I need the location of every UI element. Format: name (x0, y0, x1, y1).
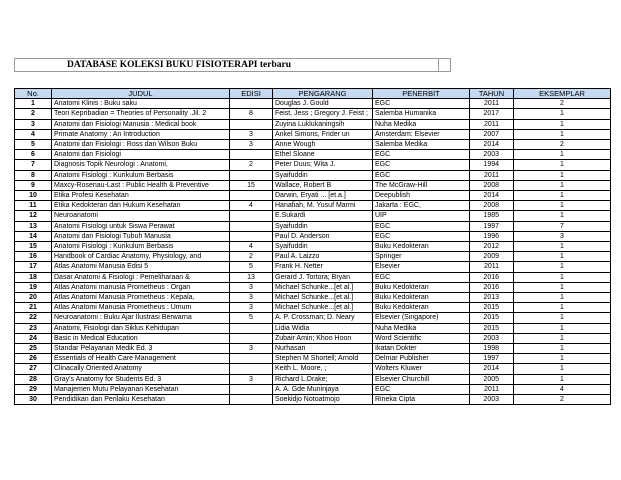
cell-tahun[interactable]: 2011 (470, 384, 514, 394)
table-row (15, 364, 611, 374)
cell-tahun[interactable]: 1996 (470, 231, 514, 241)
cell-tahun[interactable]: 2008 (470, 180, 514, 190)
cell-penerbit[interactable]: Word Scientific (373, 333, 470, 343)
cell-no[interactable]: 8 (15, 170, 52, 180)
cell-tahun[interactable]: 2014 (470, 191, 514, 201)
cell-no[interactable]: 23 (15, 323, 52, 333)
cell-eksemplar[interactable]: 1 (514, 333, 611, 343)
cell-edisi[interactable]: 3 (230, 140, 273, 150)
cell-pengarang[interactable]: Gerard J. Tortora; Bryan (273, 272, 373, 282)
cell-no[interactable]: 16 (15, 252, 52, 262)
cell-edisi[interactable] (230, 211, 273, 221)
cell-penerbit[interactable]: EGC (373, 170, 470, 180)
cell-penerbit[interactable]: EGC (373, 150, 470, 160)
cell-eksemplar[interactable]: 1 (514, 191, 611, 201)
cell-tahun[interactable]: 2011 (470, 170, 514, 180)
cell-edisi[interactable] (230, 364, 273, 374)
cell-tahun[interactable]: 2016 (470, 282, 514, 292)
table-row (15, 303, 611, 313)
cell-edisi[interactable] (230, 333, 273, 343)
cell-penerbit[interactable]: Jakarta : EGC, (373, 201, 470, 211)
col-pengarang[interactable]: PENGARANG (273, 89, 373, 99)
cell-pengarang[interactable]: Wallace, Robert B (273, 180, 373, 190)
cell-pengarang[interactable]: Syaifuddin (273, 242, 373, 252)
cell-edisi[interactable] (230, 150, 273, 160)
cell-judul[interactable]: Atlas Anatomi Manusia Prometheus : Umum (52, 303, 230, 313)
cell-judul[interactable]: Anatomi dan Fisiologi (52, 150, 230, 160)
cell-pengarang[interactable]: Michael Schunke...[et al.] (273, 303, 373, 313)
cell-edisi[interactable]: 2 (230, 160, 273, 170)
cell-pengarang[interactable]: Hanafiah, M. Yusuf Marmi (273, 201, 373, 211)
cell-tahun[interactable]: 2017 (470, 109, 514, 119)
cell-tahun[interactable]: 2014 (470, 140, 514, 150)
cell-no[interactable]: 29 (15, 384, 52, 394)
cell-pengarang[interactable]: Frank H. Netter (273, 262, 373, 272)
cell-penerbit[interactable]: Springer (373, 252, 470, 262)
table-row (15, 150, 611, 160)
title-adjacent-cell[interactable] (439, 58, 451, 72)
cell-edisi[interactable]: 3 (230, 374, 273, 384)
table-row (15, 119, 611, 129)
cell-eksemplar[interactable]: 1 (514, 129, 611, 139)
cell-judul[interactable]: Neuroanatomi (52, 211, 230, 221)
cell-no[interactable]: 22 (15, 313, 52, 323)
cell-penerbit[interactable]: UIP (373, 211, 470, 221)
cell-judul[interactable]: Standar Pelayanan Medik Ed. 3 (52, 344, 230, 354)
table-row (15, 180, 611, 190)
table-row (15, 293, 611, 303)
cell-edisi[interactable]: 3 (230, 282, 273, 292)
col-eksemplar[interactable]: EKSEMPLAR (514, 89, 611, 99)
cell-tahun[interactable]: 2003 (470, 395, 514, 405)
cell-no[interactable]: 2 (15, 109, 52, 119)
cell-eksemplar[interactable]: 2 (514, 140, 611, 150)
cell-tahun[interactable]: 2011 (470, 119, 514, 129)
cell-tahun[interactable]: 2011 (470, 262, 514, 272)
cell-tahun[interactable]: 2003 (470, 150, 514, 160)
page-title: DATABASE KOLEKSI BUKU FISIOTERAPI terbaru (67, 60, 291, 70)
cell-no[interactable]: 14 (15, 231, 52, 241)
table-row (15, 333, 611, 343)
cell-tahun[interactable]: 1997 (470, 221, 514, 231)
cell-penerbit[interactable]: EGC (373, 384, 470, 394)
cell-penerbit[interactable]: Wolters Kluwer (373, 364, 470, 374)
cell-judul[interactable]: Dasar Anatomi & Fisiologi : Pemeliharaan & (52, 272, 230, 282)
cell-no[interactable]: 27 (15, 364, 52, 374)
cell-pengarang[interactable]: Anne Wough (273, 140, 373, 150)
cell-tahun[interactable]: 1985 (470, 211, 514, 221)
cell-judul[interactable]: Clinacally Oriented Anatomy (52, 364, 230, 374)
cell-no[interactable]: 15 (15, 242, 52, 252)
table-row (15, 231, 611, 241)
cell-edisi[interactable] (230, 99, 273, 109)
cell-tahun[interactable]: 2016 (470, 272, 514, 282)
table-row (15, 354, 611, 364)
cell-tahun[interactable]: 2008 (470, 201, 514, 211)
cell-pengarang[interactable]: Soekidjo Notoatmojo (273, 395, 373, 405)
cell-judul[interactable]: Atlas Anatomi Manusia Prometheus : Kepala, (52, 293, 230, 303)
cell-edisi[interactable]: 8 (230, 109, 273, 119)
cell-penerbit[interactable]: Delmar Publisher (373, 354, 470, 364)
cell-judul[interactable]: Neuroanatomi : Buku Ajar Ilustrasi Berwarna (52, 313, 230, 323)
cell-judul[interactable]: Essentials of Health Care Management (52, 354, 230, 364)
cell-eksemplar[interactable]: 1 (514, 211, 611, 221)
cell-edisi[interactable]: 13 (230, 272, 273, 282)
cell-eksemplar[interactable]: 1 (514, 170, 611, 180)
cell-no[interactable]: 20 (15, 293, 52, 303)
cell-penerbit[interactable]: Elsevier Churchill (373, 374, 470, 384)
cell-edisi[interactable]: 3 (230, 293, 273, 303)
cell-edisi[interactable]: 5 (230, 262, 273, 272)
cell-no[interactable]: 19 (15, 282, 52, 292)
col-judul[interactable]: JUDUL (52, 89, 230, 99)
cell-penerbit[interactable]: The McGraw-Hill (373, 180, 470, 190)
spreadsheet (14, 58, 610, 405)
cell-eksemplar[interactable]: 1 (514, 354, 611, 364)
cell-tahun[interactable]: 1998 (470, 344, 514, 354)
cell-edisi[interactable]: 5 (230, 313, 273, 323)
cell-pengarang[interactable]: Feist, Jess ; Gregory J. Feist ; (273, 109, 373, 119)
cell-tahun[interactable]: 2015 (470, 303, 514, 313)
cell-no[interactable]: 26 (15, 354, 52, 364)
cell-judul[interactable]: Diagnosis Topik Neurologi : Anatomi, (52, 160, 230, 170)
cell-edisi[interactable] (230, 323, 273, 333)
cell-penerbit[interactable]: EGC (373, 221, 470, 231)
cell-no[interactable]: 3 (15, 119, 52, 129)
table-row (15, 344, 611, 354)
header-row (15, 89, 611, 99)
cell-tahun[interactable]: 2003 (470, 333, 514, 343)
cell-pengarang[interactable]: Stephen M Shortell; Arnold (273, 354, 373, 364)
table-row (15, 160, 611, 170)
cell-pengarang[interactable]: Syaifuddin (273, 170, 373, 180)
table-row (15, 313, 611, 323)
cell-judul[interactable]: Handbook of Cardiac Anatomy, Physiology, and (52, 252, 230, 262)
cell-penerbit[interactable]: Deepublish (373, 191, 470, 201)
cell-eksemplar[interactable]: 1 (514, 201, 611, 211)
cell-no[interactable]: 10 (15, 191, 52, 201)
cell-penerbit[interactable]: Salemba Medika (373, 140, 470, 150)
cell-judul[interactable]: Anatomi Klinis : Buku saku (52, 99, 230, 109)
cell-judul[interactable]: Atlas Anatomi Manusia Edisi 5 (52, 262, 230, 272)
cell-judul[interactable]: Anatomi, Fisiologi dan Siklus Kehidupan (52, 323, 230, 333)
table-row (15, 323, 611, 333)
cell-no[interactable]: 4 (15, 129, 52, 139)
cell-pengarang[interactable]: Darwin, Eryati ... [et.a.] (273, 191, 373, 201)
cell-judul[interactable]: Pendidikan dan Perilaku Kesehatan (52, 395, 230, 405)
cell-eksemplar[interactable]: 4 (514, 384, 611, 394)
cell-no[interactable]: 7 (15, 160, 52, 170)
cell-pengarang[interactable]: Keith L. Moore, ; (273, 364, 373, 374)
cell-judul[interactable]: Anatomi Fisiologi untuk Siswa Perawat (52, 221, 230, 231)
table-row (15, 170, 611, 180)
cell-penerbit[interactable]: Nuha Medika (373, 119, 470, 129)
cell-no[interactable]: 5 (15, 140, 52, 150)
cell-no[interactable]: 12 (15, 211, 52, 221)
cell-eksemplar[interactable]: 3 (514, 231, 611, 241)
cell-penerbit[interactable]: EGC (373, 231, 470, 241)
cell-no[interactable]: 1 (15, 99, 52, 109)
cell-edisi[interactable] (230, 231, 273, 241)
cell-edisi[interactable] (230, 384, 273, 394)
book-table (14, 88, 611, 405)
cell-judul[interactable]: Etika Profesi Kesehatan (52, 191, 230, 201)
table-row (15, 140, 611, 150)
cell-eksemplar[interactable]: 1 (514, 272, 611, 282)
cell-tahun[interactable]: 2005 (470, 374, 514, 384)
cell-eksemplar[interactable]: 2 (514, 395, 611, 405)
cell-tahun[interactable]: 2011 (470, 99, 514, 109)
cell-pengarang[interactable]: Michael Schunke...[et al.] (273, 282, 373, 292)
cell-tahun[interactable]: 1994 (470, 160, 514, 170)
cell-edisi[interactable] (230, 170, 273, 180)
cell-judul[interactable]: Anatomi dan Fisiologi : Ross dan Wilson Buku (52, 140, 230, 150)
cell-pengarang[interactable]: Douglas J. Gould (273, 99, 373, 109)
cell-eksemplar[interactable]: 1 (514, 323, 611, 333)
cell-no[interactable]: 30 (15, 395, 52, 405)
cell-no[interactable]: 24 (15, 333, 52, 343)
cell-pengarang[interactable]: Peter Duus; Wita J. (273, 160, 373, 170)
table-row (15, 191, 611, 201)
cell-no[interactable]: 25 (15, 344, 52, 354)
cell-eksemplar[interactable]: 2 (514, 99, 611, 109)
table-row (15, 384, 611, 394)
cell-judul[interactable]: Anatomi dan Fisiologi Manusia : Medical book (52, 119, 230, 129)
cell-judul[interactable]: Primate Anatomy : An Introduction (52, 129, 230, 139)
table-row (15, 109, 611, 119)
col-tahun[interactable]: TAHUN (470, 89, 514, 99)
cell-judul[interactable]: Basic in Medical Education (52, 333, 230, 343)
cell-eksemplar[interactable]: 1 (514, 252, 611, 262)
cell-tahun[interactable]: 1997 (470, 354, 514, 364)
cell-tahun[interactable]: 2007 (470, 129, 514, 139)
cell-eksemplar[interactable]: 1 (514, 180, 611, 190)
cell-no[interactable]: 21 (15, 303, 52, 313)
cell-penerbit[interactable]: Amsterdam: Elsevier (373, 129, 470, 139)
cell-penerbit[interactable]: EGC (373, 99, 470, 109)
cell-edisi[interactable]: 3 (230, 344, 273, 354)
table-row (15, 374, 611, 384)
cell-no[interactable]: 13 (15, 221, 52, 231)
cell-judul[interactable]: Maxcy-Rosenau-Last : Public Health & Preventive (52, 180, 230, 190)
cell-judul[interactable]: Etika Kedokteran dan Hukum Kesehatan (52, 201, 230, 211)
cell-edisi[interactable] (230, 395, 273, 405)
cell-eksemplar[interactable]: 1 (514, 119, 611, 129)
cell-no[interactable]: 28 (15, 374, 52, 384)
cell-no[interactable]: 18 (15, 272, 52, 282)
cell-eksemplar[interactable]: 1 (514, 109, 611, 119)
cell-eksemplar[interactable]: 1 (514, 150, 611, 160)
cell-tahun[interactable]: 2013 (470, 293, 514, 303)
cell-judul[interactable]: Anatomi Fisiologi : Kurikulum Berbasis (52, 170, 230, 180)
cell-no[interactable]: 6 (15, 150, 52, 160)
cell-pengarang[interactable]: Zubair Amin; Khoo Hoon (273, 333, 373, 343)
title-row (14, 58, 610, 74)
cell-eksemplar[interactable]: 1 (514, 282, 611, 292)
cell-pengarang[interactable]: Paul A. Laizzo (273, 252, 373, 262)
col-no[interactable]: No. (15, 89, 52, 99)
cell-edisi[interactable]: 4 (230, 201, 273, 211)
cell-pengarang[interactable]: Syaifuddin (273, 221, 373, 231)
cell-pengarang[interactable]: A. A. Gde Muninjaya (273, 384, 373, 394)
table-row (15, 395, 611, 405)
cell-judul[interactable]: Teori Kepribadian = Theories of Personality .Jil. 2 (52, 109, 230, 119)
col-penerbit[interactable]: PENERBIT (373, 89, 470, 99)
cell-penerbit[interactable]: Buku Kedokteran (373, 242, 470, 252)
cell-penerbit[interactable]: Salemba Humanika (373, 109, 470, 119)
cell-penerbit[interactable]: Elsevier (Singapore) (373, 313, 470, 323)
cell-edisi[interactable]: 15 (230, 180, 273, 190)
cell-eksemplar[interactable]: 1 (514, 262, 611, 272)
cell-tahun[interactable]: 2014 (470, 364, 514, 374)
cell-no[interactable]: 11 (15, 201, 52, 211)
table-row (15, 262, 611, 272)
cell-eksemplar[interactable]: 1 (514, 242, 611, 252)
cell-eksemplar[interactable]: 1 (514, 160, 611, 170)
table-row (15, 129, 611, 139)
cell-tahun[interactable]: 2015 (470, 323, 514, 333)
cell-pengarang[interactable]: Zuyina Luklukaningsih (273, 119, 373, 129)
table-row (15, 221, 611, 231)
cell-eksemplar[interactable]: 1 (514, 364, 611, 374)
cell-tahun[interactable]: 2012 (470, 242, 514, 252)
table-row (15, 252, 611, 262)
cell-pengarang[interactable]: Ethel Sloane (273, 150, 373, 160)
cell-judul[interactable]: Manajemen Mutu Pelayanan Kesehatan (52, 384, 230, 394)
cell-penerbit[interactable]: Buku Kedokteran (373, 293, 470, 303)
cell-pengarang[interactable]: E.Sukardi (273, 211, 373, 221)
cell-eksemplar[interactable]: 1 (514, 374, 611, 384)
cell-edisi[interactable]: 3 (230, 303, 273, 313)
cell-pengarang[interactable]: Lidia Widia (273, 323, 373, 333)
cell-edisi[interactable]: 4 (230, 242, 273, 252)
cell-eksemplar[interactable]: 1 (514, 313, 611, 323)
cell-eksemplar[interactable]: 7 (514, 221, 611, 231)
cell-edisi[interactable]: 3 (230, 129, 273, 139)
cell-edisi[interactable] (230, 119, 273, 129)
cell-no[interactable]: 17 (15, 262, 52, 272)
cell-penerbit[interactable]: Buku Kedokteran (373, 282, 470, 292)
cell-judul[interactable]: Gray's Anatomy for Students Ed. 3 (52, 374, 230, 384)
cell-penerbit[interactable]: Rineka Cipta (373, 395, 470, 405)
col-edisi[interactable]: EDISI (230, 89, 273, 99)
cell-edisi[interactable] (230, 191, 273, 201)
cell-no[interactable]: 9 (15, 180, 52, 190)
cell-pengarang[interactable]: Nurhasan (273, 344, 373, 354)
title-cell[interactable] (14, 58, 439, 72)
table-row (15, 211, 611, 221)
cell-edisi[interactable] (230, 354, 273, 364)
cell-edisi[interactable]: 2 (230, 252, 273, 262)
cell-tahun[interactable]: 2009 (470, 252, 514, 262)
cell-edisi[interactable] (230, 221, 273, 231)
cell-penerbit[interactable]: Elsevier (373, 262, 470, 272)
table-row (15, 201, 611, 211)
cell-penerbit[interactable]: Buku Kedokteran (373, 303, 470, 313)
cell-pengarang[interactable]: A. P. Crossman; D. Neary (273, 313, 373, 323)
cell-penerbit[interactable]: Nuha Medika (373, 323, 470, 333)
cell-eksemplar[interactable]: 1 (514, 344, 611, 354)
cell-eksemplar[interactable]: 1 (514, 303, 611, 313)
cell-pengarang[interactable]: Michael Schunke...[et al.] (273, 293, 373, 303)
table-row (15, 282, 611, 292)
cell-judul[interactable]: Anatomi dan Fisiologi Tubuh Manusia (52, 231, 230, 241)
table-row (15, 99, 611, 109)
table-row (15, 242, 611, 252)
cell-pengarang[interactable]: Ankel Simons, Frider un (273, 129, 373, 139)
cell-judul[interactable]: Atlas Anatomi manusia Prometheus : Organ (52, 282, 230, 292)
table-row (15, 272, 611, 282)
cell-penerbit[interactable]: EGC (373, 160, 470, 170)
cell-pengarang[interactable]: Richard L.Drake; (273, 374, 373, 384)
cell-eksemplar[interactable]: 1 (514, 293, 611, 303)
cell-pengarang[interactable]: Paul D. Anderson (273, 231, 373, 241)
cell-penerbit[interactable]: Ikatan Dokter (373, 344, 470, 354)
cell-judul[interactable]: Anatomi Fisiologi : Kurikulum Berbasis (52, 242, 230, 252)
cell-penerbit[interactable]: EGC (373, 272, 470, 282)
cell-tahun[interactable]: 2015 (470, 313, 514, 323)
